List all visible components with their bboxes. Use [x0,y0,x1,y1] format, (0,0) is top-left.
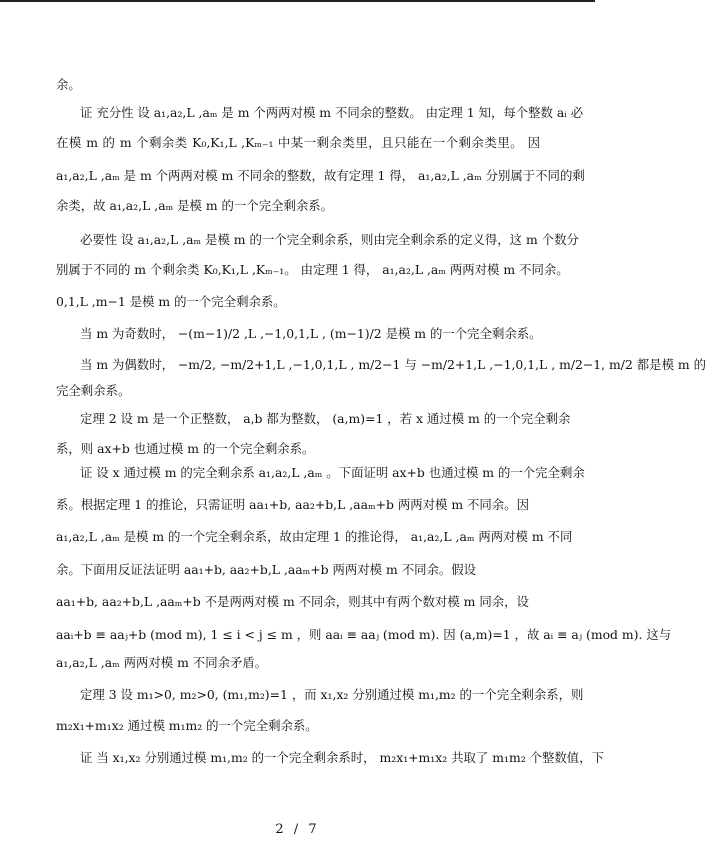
text-line: a₁,a₂,L ,aₘ 是 m 个两两对模 m 不同余的整数，故有定理 1 得， a₁,a₂,L ,aₘ 分别属于不同的剩 [56,168,585,183]
text-line: 证 当 x₁,x₂ 分别通过模 m₁,m₂ 的一个完全剩余系时， m₂x₁+m₁x₂ 共取了 m₁m₂ 个整数值，下 [80,750,604,765]
text-line: 证 设 x 通过模 m 的完全剩余系 a₁,a₂,L ,aₘ 。下面证明 ax+b 也通过模 m 的一个完全剩余 [80,465,585,480]
text-line: 余。下面用反证法证明 aa₁+b, aa₂+b,L ,aaₘ+b 两两对模 m 不同余。假设 [56,562,477,577]
page-number: 2 / 7 [275,822,320,837]
text-line: 余类，故 a₁,a₂,L ,aₘ 是模 m 的一个完全剩余系。 [56,198,334,213]
text-line: 完全剩余系。 [56,383,131,398]
text-line: 0,1,L ,m−1 是模 m 的一个完全剩余系。 [56,294,286,309]
text-line: aaᵢ+b ≡ aaⱼ+b (mod m), 1 ≤ i < j ≤ m ，则 aaᵢ ≡ aaⱼ (mod m). 因 (a,m)=1 ，故 aᵢ ≡ aⱼ (mod m). 这与 [56,627,672,642]
text-line: 证 充分性 设 a₁,a₂,L ,aₘ 是 m 个两两对模 m 不同余的整数。 由定理 1 知，每个整数 aᵢ 必 [80,105,584,120]
text-line: a₁,a₂,L ,aₘ 是模 m 的一个完全剩余系，故由定理 1 的推论得， a₁,a₂,L ,aₘ 两两对模 m 不同 [56,529,573,544]
text-line: 余。 [56,77,81,92]
text-line: 定理 2 设 m 是一个正整数， a,b 都为整数， (a,m)=1 ，若 x 通过模 m 的一个完全剩余 [80,411,571,426]
text-line: 必要性 设 a₁,a₂,L ,aₘ 是模 m 的一个完全剩余系，则由完全剩余系的定义得，这 m 个数分 [80,232,579,247]
text-line: 别属于不同的 m 个剩余类 K₀,K₁,L ,Kₘ₋₁。 由定理 1 得， a₁,a₂,L ,aₘ 两两对模 m 不同余。 [56,262,569,277]
text-line: 当 m 为奇数时， −(m−1)/2 ,L ,−1,0,1,L , (m−1)/2 是模 m 的一个完全剩余系。 [80,326,542,341]
text-line: 系。根据定理 1 的推论，只需证明 aa₁+b, aa₂+b,L ,aaₘ+b 两两对模 m 不同余。因 [56,497,529,512]
text-line: 定理 3 设 m₁>0, m₂>0, (m₁,m₂)=1 ，而 x₁,x₂ 分别通过模 m₁,m₂ 的一个完全剩余系，则 [80,687,584,702]
text-line: 当 m 为偶数时， −m/2, −m/2+1,L ,−1,0,1,L , m/2−1 与 −m/2+1,L ,−1,0,1,L , m/2−1, m/2 都是模 m 的 [80,357,706,372]
text-line: 系，则 ax+b 也通过模 m 的一个完全剩余系。 [56,441,315,456]
text-line: m₂x₁+m₁x₂ 通过模 m₁m₂ 的一个完全剩余系。 [56,718,318,733]
text-line: a₁,a₂,L ,aₘ 两两对模 m 不同余矛盾。 [56,655,268,670]
text-line: aa₁+b, aa₂+b,L ,aaₘ+b 不是两两对模 m 不同余，则其中有两个数对模 m 同余，设 [56,594,529,609]
text-line: 在模 m 的 m 个剩余类 K₀,K₁,L ,Kₘ₋₁ 中某一剩余类里，且只能在一个剩余类里。 因 [56,135,540,150]
